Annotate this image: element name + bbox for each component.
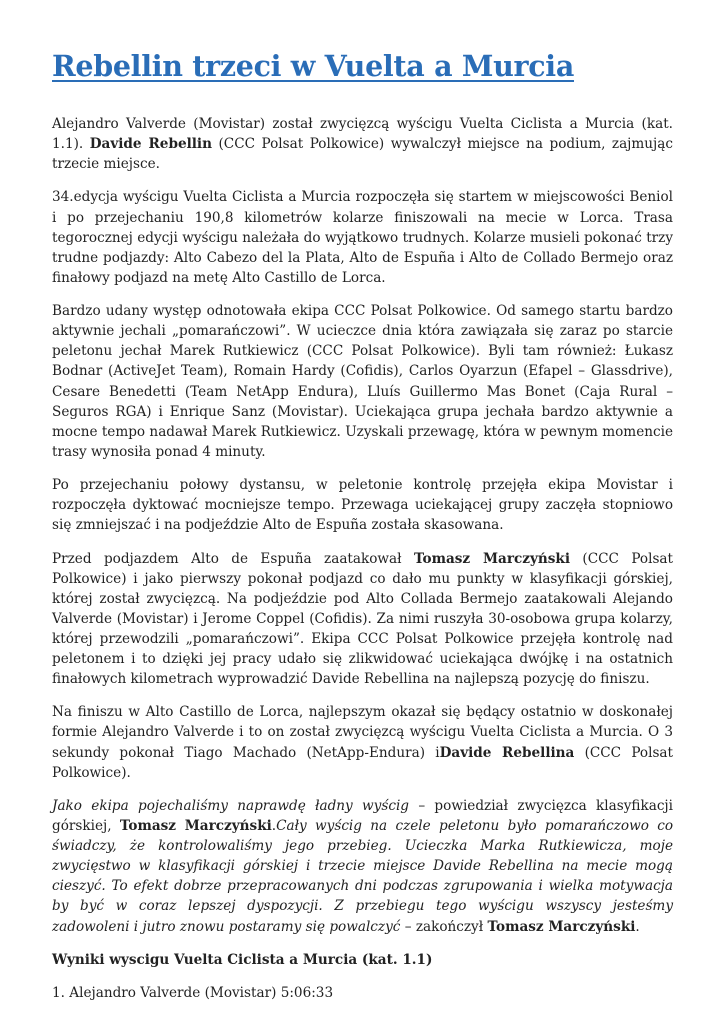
quote-text-1: – powiedział zwycięzca klasyfikacji górskiej, [52,797,673,835]
result-row-1: 1. Alejandro Valverde (Movistar) 5:06:33 [52,985,334,1002]
results-heading-text: Wyniki wyscigu Vuelta Ciclista a Murcia (kat. 1.1) [52,951,433,968]
article-title-link[interactable]: Rebellin trzeci w Vuelta a Murcia [52,49,574,83]
paragraph-quote [52,796,673,937]
paragraph-breakaway: Bardzo udany występ odnotowała ekipa CCC Polsat Polkowice. Od samego startu bardzo aktywnie jechali „pomarańczowi”. W ucieczce dnia która zawiązała się zaraz po starcie peletonu jechał Marek Rutkiewicz (CCC Polsat Polkowice). Byli tam również: Łukasz Bodnar (ActiveJet Team), Romain Hardy (Cofidis), Carlos Oyarzun (Efapel – Glassdrive), Cesare Benedetti (Team NetApp Endura), Lluís Guillermo Mas Bonet (Caja Rural – Seguros RGA) i Enrique Sanz (Movistar). Uciekająca grupa jechała bardzo aktywnie a mocne tempo nadawał Marek Rutkiewicz. Uzyskali przewagę, która w pewnym momencie trasy wynosiła ponad 4 minuty. [52,303,673,460]
finish-bold-rebellina: Davide Rebellina [439,744,575,761]
paragraph-attack [52,549,673,690]
intro-text-1: Alejandro Valverde (Movistar) został zwycięzcą wyścigu Vuelta Ciclista a Murcia (kat. 1.1). [52,116,673,153]
paragraph-route: 34.edycja wyścigu Vuelta Ciclista a Murcia rozpoczęła się startem w miejscowości Beniol i po przejechaniu 190,8 kilometrów kolarze finiszowali na mecie w Lorca. Trasa tegorocznej edycji wyścigu należała do wyjątkowo trudnych. Kolarze musieli pokonać trzy trudne podjazdy: Alto Cabezo del la Plata, Alto de Espuña i Alto de Collado Bermejo oraz finałowy podjazd na metę Alto Castillo de Lorca. [52,189,673,286]
intro-text-2: (CCC Polsat Polkowice) wywalczył miejsce na podium, zajmując trzecie miejsce. [52,136,673,173]
quote-bold-marczynski-1: Tomasz Marczyński [119,818,272,835]
quote-text-3: – zakończył [400,918,488,935]
intro-bold-rebellin: Davide Rebellin [89,136,212,153]
finish-text-2: (CCC Polsat Polkowice). [52,744,673,781]
paragraph-movistar-control: Po przejechaniu połowy dystansu, w peletonie kontrolę przejęła ekipa Movistar i rozpoczęła dyktować mocniejsze tempo. Przewaga uciekającej grupy zaczęła stopniowo się zmniejszać i na podjeździe Alto de Espuña została skasowana. [52,477,673,534]
quote-text-2: . [271,818,277,835]
quote-italic-1: Jako ekipa pojechaliśmy naprawdę ładny wyścig [52,797,409,814]
paragraph-finish [52,702,673,782]
finish-text-1: Na finiszu w Alto Castillo de Lorca, najlepszym okazał się będący ostatnio w doskonałej formie Alejandro Valverde i to on został zwycięzcą wyścigu Vuelta Ciclista a Murcia. O 3 sekundy pokonał Tiago Machado (NetApp-Endura) i [52,704,673,761]
attack-bold-marczynski: Tomasz Marczyński [413,550,571,567]
paragraph-intro [52,114,673,174]
results-heading [52,950,673,970]
attack-text-2: (CCC Polsat Polkowice) i jako pierwszy pokonał podjazd co dało mu punkty w klasyfikacji górskiej, której został zwycięzcą. Na podjeździe pod Alto Collada Bermejo zaatakowali Alejando Valverde (Movistar) i Jerome Coppel (Cofidis). Za nimi ruszyła 30-osobowa grupa kolarzy, której przewodzili „pomarańczowi”. Ekipa CCC Polsat Polkowice przejęła kontrolę nad peletonem i to dzięki jej pracy udało się zlikwidować uciekająca dwójkę i na ostatnich finałowych kilometrach wyprowadzić Davide Rebellina na najlepszą pozycję do finiszu. [52,550,674,688]
article-title [52,46,673,86]
quote-italic-2: Cały wyścig na czele peletonu było pomarańczowo co świadczy, że kontrolowaliśmy jego przebieg. Ucieczka Marka Rutkiewicza, moje zwycięstwo w klasyfikacji górskiej i trzecie miejsce Davide Rebellina na mecie mogą cieszyć. To efekt dobrze przepracowanych dni podczas zgrupowania i wielka motywacja by być w coraz lepszej dyspozycji. Z przebiegu tego wyścigu wszyscy jesteśmy zadowoleni i jutro znowu postaramy się powalczyć [52,818,674,935]
quote-bold-marczynski-2: Tomasz Marczyński [487,918,636,935]
attack-text-1: Przed podjazdem Alto de Espuña zaatakował [52,550,414,567]
quote-text-4: . [635,918,640,935]
